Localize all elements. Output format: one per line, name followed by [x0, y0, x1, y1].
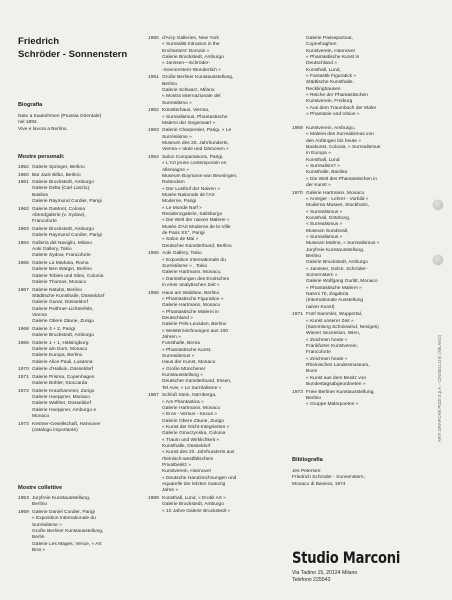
exhibition-year: 1959	[18, 509, 29, 515]
exhibition-venues: Galerie Krauthammer, Zurigo Galerie Hoeppner, Monaco Galerie Walther, Düsseldorf Galerie Hoeppner, Amburgo e Monaco	[32, 388, 97, 419]
exhibition-venues: Galerie Charpentier, Parigi, « Le Surréalisme » Museum des 20. Jahrhunderts, Vienna « Idole und Dämonen »	[162, 128, 232, 153]
exhibition-venues: d'Arcy Galleries, New York « Surrealist Intrusion in the Enchanters' Domain » Galerie Brockstedt, Amburgo « Janssen—Schröder- -Sonnenstern-Wunderlich »	[162, 36, 224, 73]
exhibition-year: 1972	[18, 388, 29, 394]
exhibition-year: 1952	[18, 165, 29, 170]
exhibition-year: 1963	[148, 128, 159, 134]
publisher-address: Via Tadino 15, 20124 Milano	[292, 570, 358, 576]
exhibition-year: 1971	[18, 374, 29, 380]
exhibition-venues: Galerie Prisma, Copenhagen Galerie Bühler, Stoccarda	[32, 374, 95, 387]
binder-hole-bottom	[433, 255, 443, 265]
exhibition-year: 1970	[18, 367, 29, 373]
exhibition-year: 1962	[148, 108, 159, 114]
exhibition-entry	[18, 422, 146, 435]
exhibition-entry	[148, 496, 288, 515]
exhibition-venues: Künstlerhaus, Vienna, « Surrealismus, Phantastische Malerei der Gegenwart »	[162, 108, 228, 126]
mostre-collettive-list-col1	[18, 496, 146, 555]
exhibition-entry	[18, 496, 146, 509]
exhibition-entry	[18, 173, 146, 179]
exhibition-entry	[18, 510, 146, 554]
exhibition-venues: Galerie 1 + 1, Hälsingborg Galerie am Dom, Monaco Galerie Europa, Berlino Galerie Alice Pauli, Losanna	[32, 340, 93, 365]
exhibition-year: 1962	[18, 206, 29, 212]
page-title	[18, 35, 127, 61]
mostre-collettive-list-col2	[148, 36, 288, 516]
exhibition-entry	[18, 261, 146, 286]
exhibition-year: 1961	[148, 75, 159, 81]
exhibition-entry	[18, 180, 146, 205]
exhibition-venues: Galerie Brockstedt, Amburgo Galerie Raymond Cordier, Parigi	[32, 226, 102, 239]
exhibition-entry	[148, 155, 288, 250]
exhibition-year: 1964	[148, 154, 159, 160]
bibliografia-text: Jes Petersen: Friedrich Schröder - Sonnenstern, Monaco di Baviera, 1974	[292, 469, 365, 487]
binder-hole-top	[433, 200, 443, 210]
exhibition-year: 1963	[18, 226, 29, 232]
title-line-surname: Schröder - Sonnenstern	[18, 49, 128, 60]
exhibition-entry	[148, 128, 288, 153]
exhibition-venues: Große Berliner Kunstausstellung, Berlino Galerie Schwarz, Milano « Mostra Internazionale del Surrealismo »	[162, 75, 234, 106]
publisher-logo-text: Studio Marconi	[292, 548, 401, 567]
exhibition-entry	[292, 191, 434, 312]
exhibition-year: 1973	[292, 389, 303, 395]
exhibition-year: 1960	[148, 36, 159, 41]
exhibition-year: 1965	[148, 251, 159, 257]
exhibition-year: 1969	[18, 340, 29, 346]
exhibition-venues: Galerie DuMont, Colonia Abendgalerie (v. Sydow), Francoforte	[32, 206, 86, 225]
exhibition-venues: Galerie Natubs, Berlino Städtische Kunsthalle, Düsseldorf Galerie Gunar, Düsseldorf Galerie Peithner-Lichtenfels, Vienna Galerie Obere Zäune, Zurigo	[32, 287, 105, 325]
exhibition-entry	[18, 389, 146, 421]
printer-credit: ARTI GRAFICHE PIZZI S.p.A. - CINISELLO B. (MILANO)	[437, 335, 442, 442]
exhibition-entry	[148, 291, 288, 393]
biografia-heading: Biografia	[18, 102, 43, 108]
exhibition-entry	[18, 207, 146, 226]
exhibition-venues: Galleria del Naviglio, Milano Aoki Gallery, Tokio Galerie Sydow, Francoforte	[32, 240, 93, 259]
publisher-address-block	[292, 570, 357, 583]
exhibition-entry	[148, 393, 288, 495]
exhibition-venues: Haus am Waldsee, Berlino « Phantastische Figuration » Galerie Hartmann, Monaco « Phantastische Malerei in Deutschland » Galerie Pels-Leusden, Berlino « Meisterzeichnungen aus 100 Jahren » Funsthalle, Berna « Phantastische Kunst, Surrealismus » Haus der Kunst, Monaco « Große Münchener Kunstausstellung » Deutscher Künstlerbund, Essen, Tel Aviv, « Le Surréalisme »	[162, 290, 232, 391]
mostre-personali-heading: Mostre personali:	[18, 154, 65, 160]
exhibition-entry	[18, 341, 146, 366]
exhibition-entry	[18, 241, 146, 260]
exhibition-entry	[18, 227, 146, 240]
exhibition-entry	[148, 251, 288, 289]
exhibition-venues: Juryfreie Kunstausstellung, Berlino	[32, 496, 91, 508]
exhibition-entry	[292, 312, 434, 388]
exhibition-year: 1968	[148, 495, 159, 501]
exhibition-entry	[18, 288, 146, 326]
exhibition-entry	[292, 390, 434, 409]
exhibition-year: 1964	[18, 240, 29, 246]
exhibition-venues: Galerie Brockstedt, Amburgo Galerie Delta (Carl Laszlo), Basilea Galerie Raymond Cordier, Parigi	[32, 180, 102, 205]
title-line-first-name: Friedrich	[18, 36, 60, 47]
exhibition-entry	[18, 375, 146, 388]
exhibition-venues: Freie Berliner Kunstausstellung, Berlino « Gruppe Malerpoeten »	[306, 389, 375, 408]
exhibition-year: 1971	[292, 312, 303, 318]
exhibition-year: 1968	[18, 326, 29, 332]
exhibition-venues: Galerie 3 + 2, Parigi Galerie Brockstedt, Amburgo	[32, 326, 94, 339]
mostre-collettive-list-col3	[292, 126, 434, 410]
exhibition-entry	[148, 108, 288, 127]
bibliografia-heading: Bibliografia	[292, 457, 323, 463]
mostre-personali-list	[18, 165, 146, 435]
exhibition-year: 1953	[18, 496, 29, 501]
exhibition-year: 1970	[292, 190, 303, 196]
exhibition-year: 1966	[18, 260, 29, 266]
biografia-text: Nato a Kaukehmen (Prussia Orientale) nel 1892. Vive e lavora a Berlino.	[18, 114, 102, 132]
exhibition-entry	[18, 327, 146, 340]
exhibition-year: 1960	[18, 172, 29, 178]
exhibition-entry	[18, 367, 146, 373]
exhibition-year: 1967	[148, 393, 159, 399]
exhibition-year: 1966	[148, 290, 159, 296]
exhibition-venues: Kestner-Gesellschaft, Hannover (catalogo importante)	[32, 421, 101, 433]
mostre-collettive-continuation: Galerie Passepartout, Copenhaghen Kunstverein, Hannover « Phantastische Kunst in Deutschland » Konsthall, Lund, « Fantastik Figuratick » Städtische Kunsthalle, Recklinghausen « Reiche der Phantastischen Kunstverein, Freiburg « Aus dem Traumbuch der Maler « Phantasie und Vision »	[306, 36, 377, 118]
mostre-collettive-heading: Mostre collettive	[18, 485, 63, 491]
exhibition-year: 1967	[18, 287, 29, 293]
exhibition-venues: Salon Comparaisons, Parigi, « L'Art jeune contemporain en Allemagne » Museum Boymans-van Beuningen, Rotterdam « Der Lusthof der Naiven » Musée Nationale de l'Art Moderne, Parigi « Le Monde Naïf » Residenzgalerie, Salisburgo « Die Welt der naiven Malerei » Musée d'Art Moderne de la Ville de Paris XX°, Parigi « Salon de Mai » Deutscher Künstlerbund, Berlino	[162, 154, 238, 249]
exhibition-entry	[148, 75, 288, 107]
exhibition-year: 1969	[292, 126, 303, 131]
exhibition-venues: Schloß Stein, Nürnberga, « Ars Phantastica » Galerie Hartmann, Monaco « Eros - Versus - Sexus » Galerie Obere Zäune, Zurigo « Kunst der Nicht-Integrierten » Galerie Gmurzynska, Colonia « Traum und Wirklichkeit » Kunsthalle, Düsseldorf « Kunst des 20. Jahrhunderts aus rheinisch-westfälischem Privatbesitz » Kunstverein, Hannover « Deutsche Handzeichnungen und Aquarelle der letzten zwanzig Jahre »	[162, 393, 237, 494]
publisher-phone: Telefono 225543	[292, 576, 331, 583]
exhibition-year: 1961	[18, 180, 29, 186]
exhibition-year: 1973	[18, 421, 29, 427]
exhibition-venues: Galerie Hartmann, Monaco « Anreger - Lehrer - Vorbild » Moderna Museet, Stockholm, « Surrealismus » Konsthall, Göteborg, « Surrealismus » Museum Sundsvall, « Surrealismus » Museum Malmö, « Surrealismus » Juryfreie Kunstausstellung, Berlino Galerie Brockstedt, Amburgo « Janssen, Gelze, Schröder- Sonnenstern » Galerie Wolfgang Gurlitt, Monaco « Phantastische Malerei » Naïvni 70, Zagabria (Internationale Ausstellung naiver Kunst)	[306, 190, 380, 310]
exhibition-venues: Bar Jack Bilbo, Berlino	[32, 172, 81, 178]
exhibition-venues: Kunstverein, Amburgo, « Malerei des Surrealismus von den Anfängen bis heute » Baukunst, Colonia, « Surrealismus in Europa » Konsthall, Lund « Surrealism? » Kunsthalle, Basilea « Die Welt des Phantastischen in der Kunst »	[306, 126, 381, 189]
exhibition-venues: Galerie La Medusa, Roma Galerie Ben Wargin, Berlino Galerie Tobies und Silex, Colonia Galerie Thomas, Monaco	[32, 260, 104, 285]
exhibition-venues: Galerie d'Halluin, Düsseldorf	[32, 367, 94, 373]
exhibition-venues: Aoki Gallery, Tokio « Exposition Internationale du Surréalisme » , Tokio Galerie Hartmann, Monaco, « Darstellungen des Erotischen in einer analytischen Zeit »	[162, 251, 230, 288]
exhibition-entry	[18, 165, 146, 171]
exhibition-venues: Konsthall, Lund, « Erotik Art » Galerie Brockstedt, Amburgo « 10 Jahre Galerie Brockstedt »	[162, 495, 231, 514]
exhibition-venues: Fünf Sammler, Wuppertal, « Kunst unserer Zeit » (Sammlung Schniewind, Neviges) Wiener Secession, Wien, « Zeichnen heute » Frankfurter Kunstverein, Francoforte « Zeichnen heute » Rheinisches Landesmuseum, Bonn « Kunst aus dem Besitz von Bundestagsabgeordneten »	[306, 312, 379, 388]
exhibition-entry	[292, 126, 434, 189]
exhibition-venues: Galerie Daniel Cordier, Parigi « Exposition Internationale du Surréalisme » Große Berliner Kunstausstellung, Berlin Galerie Les Mages, Vence, « Art Brut »	[32, 509, 104, 553]
exhibition-venues: Galerie Springer, Berlino	[32, 165, 85, 170]
exhibition-entry	[148, 36, 288, 74]
